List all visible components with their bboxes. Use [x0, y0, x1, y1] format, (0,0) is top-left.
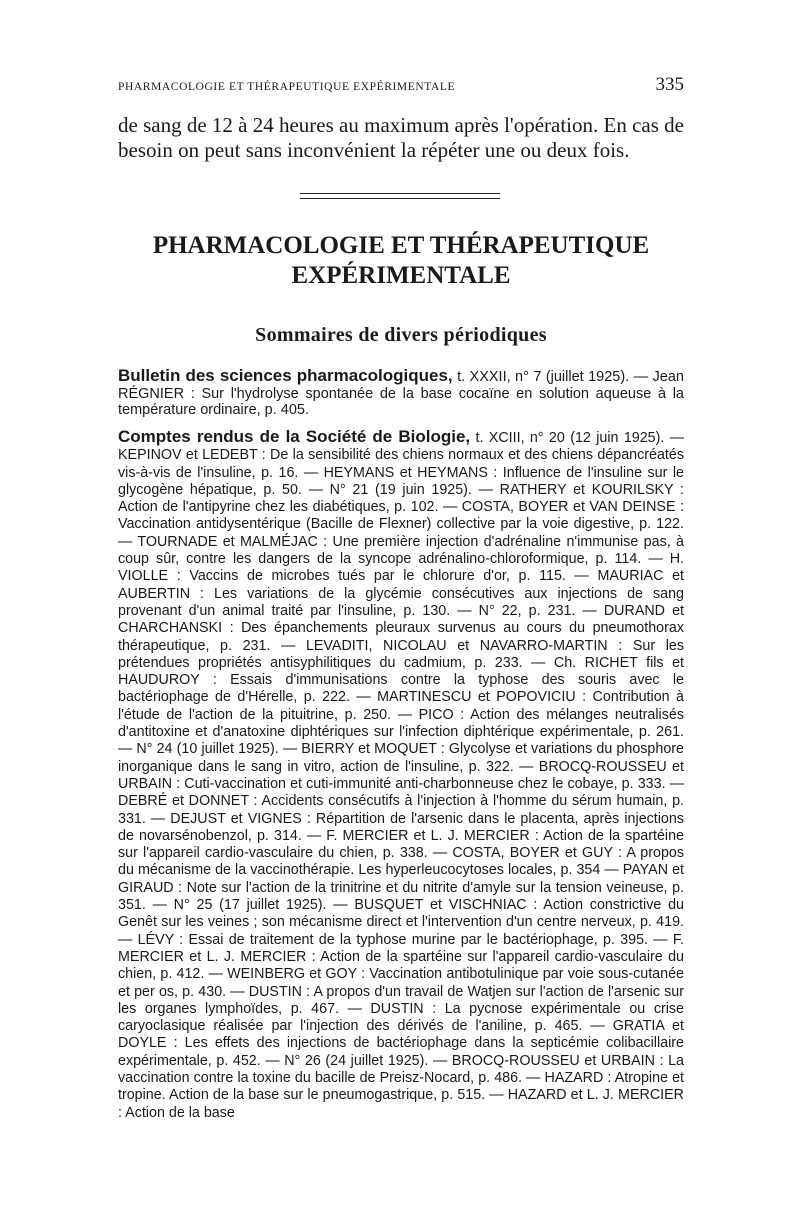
running-title: PHARMACOLOGIE ET THÉRAPEUTIQUE EXPÉRIMENTALE	[118, 81, 456, 93]
running-header	[118, 74, 684, 96]
section-title-line1: PHARMACOLOGIE ET THÉRAPEUTIQUE	[152, 232, 650, 259]
section-title-line2: EXPÉRIMENTALE	[291, 262, 511, 289]
section-divider-bottom	[300, 198, 500, 199]
section-subtitle: Sommaires de divers périodiques	[255, 324, 547, 346]
entry-details: t. XXXII, n° 7 (juillet 1925). — Jean RÉGNIER : Sur l'hydrolyse spontanée de la base cocaïne en solution aqueuse à la température ordinaire, p. 405.	[118, 369, 684, 418]
journal-name: Comptes rendus de la Société de Biologie,	[118, 427, 471, 446]
entry-details: t. XCIII, n° 20 (12 juin 1925). — KEPINOV et LEDEBT : De la sensibilité des chiens normaux et des chiens dépancréatés vis-à-vis de l'insuline, p. 16. — HEYMANS et HEYMANS : Influence de l'insuline sur le glycogène hépatique, p. 50. — N° 21 (19 juin 1925). — RATHERY et KOURILSKY : Action de l'antipyrine chez les diabétiques, p. 102. — COSTA, BOYER et VAN DEINSE : Vaccination antidysentérique (Bacille de Flexner) collective par la voie digestive, p. 122. — TOURNADE et MALMÉJAC : Une première injection d'adrénaline n'immunise pas, à coup sûr, contre les dangers de la syncope adrénalino-chloroformique, p. 114. — H. VIOLLE : Vaccins de microbes tués par le chlorure d'or, p. 115. — MAURIAC et AUBERTIN : Les variations de la glycémie consécutives aux injections de sang provenant d'un animal traité par l'insuline, p. 130. — N° 22, p. 231. — DURAND et CHARCHANSKI : Des épanchements pleuraux survenus au cours du pneumothorax thérapeutique, p. 231. — LEVADITI, NICOLAU et NAVARRO-MARTIN : Sur les prétendues propriétés antisyphilitiques du cadmium, p. 233. — Ch. RICHET fils et HAUDUROY : Essais d'immunisations contre la typhose des souris avec le bactériophage de d'Hérelle, p. 222. — MARTINESCU et POPOVICIU : Contribution à l'étude de l'action de la pituitrine, p. 250. — PICO : Action des mélanges neutralisés d'antitoxine et d'anatoxine diphtériques sur l'infection diphtérique expérimentale, p. 261. — N° 24 (10 juillet 1925). — BIERRY et MOQUET : Glycolyse et variations du phosphore inorganique dans le sang in vitro, action de l'insuline, p. 322. — BROCQ-ROUSSEU et URBAIN : Cuti-vaccination et cuti-immunité anti-charbonneuse chez le cobaye, p. 333. — DEBRÉ et DONNET : Accidents consécutifs à l'injection à l'homme du sérum humain, p. 331. — DEJUST et VIGNES : Répartition de l'arsenic dans le placenta, après injections de novarsénobenzol, p. 314. — F. MERCIER et L. J. MERCIER : Action de la spartéine sur l'appareil cardio-vasculaire du chien, p. 338. — COSTA, BOYER et GUY : A propos du mécanisme de la vaccinothérapie. Les hyperleucocytoses locales, p. 354 — PAYAN et GIRAUD : Note sur l'action de la trinitrine et du nitrite d'amyle sur la tension veineuse, p. 351. — N° 25 (17 juillet 1925). — BUSQUET et VISCHNIAC : Action constrictive du Genêt sur les veines ; son mécanisme direct et l'intervention d'un centre nerveux, p. 419. — LÉVY : Essai de traitement de la typhose murine par le bactériophage, p. 395. — F. MERCIER et L. J. MERCIER : Action de la spartéine sur l'appareil cardio-vasculaire du chien, p. 412. — WEINBERG et GOY : Vaccination antibotulinique par voie sous-cutanée et per os, p. 430. — DUSTIN : A propos d'un travail de Watjen sur l'action de l'arsenic sur les organes lymphoïdes, p. 467. — DUSTIN : La pycnose expérimentale ou crise caryoclasique réalisée par l'injection des dérivés de l'aniline, p. 465. — GRATIA et DOYLE : Les effets des injections de bactériophage dans la septicémie colibacillaire expérimentale, p. 452. — N° 26 (24 juillet 1925). — BROCQ-ROUSSEU et URBAIN : La vaccination contre la toxine du bacille de Preisz-Nocard, p. 486. — HAZARD : Atropine et tropine. Action de la base sur le pneumogastrique, p. 515. — HAZARD et L. J. MERCIER : Action de la base	[118, 430, 685, 1121]
journal-entry	[118, 428, 684, 1122]
journal-entry	[118, 368, 684, 419]
section-divider-top	[300, 193, 500, 194]
journal-name: Bulletin des sciences pharmacologiques,	[118, 366, 453, 385]
section-title	[118, 231, 684, 291]
intro-paragraph: de sang de 12 à 24 heures au maximum après l'opération. En cas de besoin on peut sans inconvénient la répéter une ou deux fois.	[118, 113, 684, 162]
page-number: 335	[655, 74, 684, 95]
